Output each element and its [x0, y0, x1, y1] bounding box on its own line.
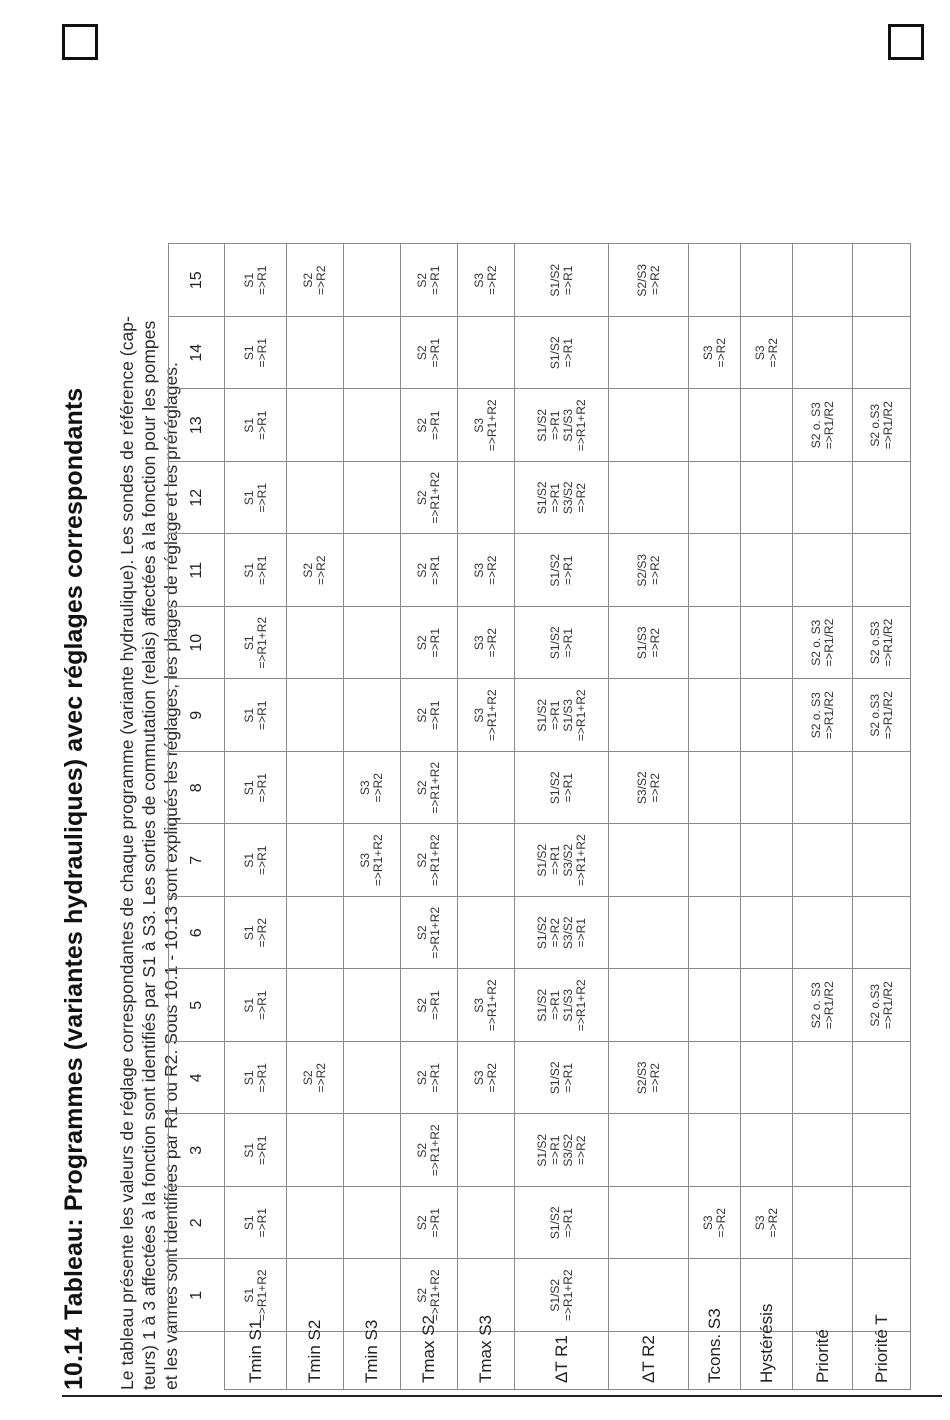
- column-header-11: 11: [169, 534, 225, 607]
- column-header-5: 5: [169, 969, 225, 1042]
- table-cell: S2 =>R1+R2: [401, 824, 458, 897]
- table-cell: S2 =>R1+R2: [401, 1259, 458, 1332]
- row-label: Hystérésis: [741, 1332, 793, 1390]
- table-cell: [287, 462, 344, 535]
- row-label: Tmin S2: [287, 1332, 344, 1390]
- intro-line-1: Le tableau présente les valeurs de réglage correspondantes de chaque programme (variante hydraulique). Les sondes de référence (cap-: [117, 316, 137, 1390]
- table-cell: [793, 1187, 853, 1260]
- table-cell: S3 =>R2: [689, 1187, 741, 1260]
- table-cell: [344, 244, 401, 317]
- table-cell: [853, 317, 911, 390]
- table-cell: [609, 679, 689, 752]
- table-cell: S3 =>R2: [741, 1187, 793, 1260]
- table-cell: S2 =>R1: [401, 969, 458, 1042]
- table-cell: [287, 897, 344, 970]
- table-cell: [287, 824, 344, 897]
- column-header-14: 14: [169, 317, 225, 390]
- table-cell: S1/S2 =>R1: [515, 752, 609, 825]
- table-cell: [689, 969, 741, 1042]
- table-cell: [741, 389, 793, 462]
- table-cell: S2 =>R1: [401, 607, 458, 680]
- table-cell: [793, 1042, 853, 1115]
- table-cell: S3 =>R2: [458, 607, 515, 680]
- table-cell: [287, 679, 344, 752]
- table-cell: [793, 897, 853, 970]
- table-cell: S3 =>R1+R2: [458, 969, 515, 1042]
- table-cell: [344, 679, 401, 752]
- table-cell: S2 =>R2: [287, 534, 344, 607]
- table-cell: [741, 679, 793, 752]
- table-cell: [344, 317, 401, 390]
- table-cell: S2 o.S3 =>R1/R2: [853, 389, 911, 462]
- program-settings-table: [168, 244, 911, 1391]
- table-cell: [853, 534, 911, 607]
- table-cell: S2/S3 =>R2: [609, 534, 689, 607]
- table-cell: [609, 389, 689, 462]
- table-cell: [689, 1042, 741, 1115]
- table-row: [609, 244, 689, 1390]
- table-cell: S1 =>R1: [225, 317, 287, 390]
- table-cell: [609, 897, 689, 970]
- table-cell: [853, 462, 911, 535]
- table-cell: [458, 897, 515, 970]
- table-cell: S3 =>R2: [458, 1042, 515, 1115]
- table-row: [853, 244, 911, 1390]
- table-cell: [853, 244, 911, 317]
- page-title: 10.14 Tableau: Programmes (variantes hydrauliques) avec réglages correspondants: [60, 387, 88, 1390]
- column-header-8: 8: [169, 752, 225, 825]
- table-cell: [741, 1114, 793, 1187]
- table-cell: S2 o.S3 =>R1/R2: [853, 679, 911, 752]
- table-cell: [793, 244, 853, 317]
- table-cell: [793, 534, 853, 607]
- table-cell: [741, 607, 793, 680]
- table-cell: S2 =>R1+R2: [401, 462, 458, 535]
- table-cell: S1/S2 =>R1: [515, 607, 609, 680]
- table-cell: S2 =>R1: [401, 534, 458, 607]
- table-cell: S2 =>R2: [287, 1042, 344, 1115]
- table-cell: [793, 1114, 853, 1187]
- table-cell: [609, 969, 689, 1042]
- table-cell: [741, 824, 793, 897]
- intro-line-3: et les vannes sont identifiées par R1 ou R2. Sous 10.1 - 10.13 sont expliqués les réglages, les plages de réglage et les préréglages.: [161, 362, 181, 1390]
- table-row: [287, 244, 344, 1390]
- table-cell: [287, 317, 344, 390]
- table-cell: [689, 897, 741, 970]
- table-cell: [458, 462, 515, 535]
- table-cell: S1 =>R1: [225, 534, 287, 607]
- table-cell: [741, 462, 793, 535]
- table-cell: S2 o.S3 =>R1/R2: [853, 607, 911, 680]
- column-header-9: 9: [169, 679, 225, 752]
- column-header-3: 3: [169, 1114, 225, 1187]
- row-label: Tmax S2: [401, 1332, 458, 1390]
- row-label: ΔT R1: [515, 1332, 609, 1390]
- table-cell: S1/S2 =>R1: [515, 244, 609, 317]
- table-cell: [609, 824, 689, 897]
- table-cell: [853, 824, 911, 897]
- table-cell: [689, 679, 741, 752]
- table-row: [515, 244, 609, 1390]
- table-cell: S1 =>R2: [225, 897, 287, 970]
- table-cell: [344, 1187, 401, 1260]
- row-label: ΔT R2: [609, 1332, 689, 1390]
- table-cell: [344, 462, 401, 535]
- table-cell: S3 =>R2: [458, 534, 515, 607]
- table-cell: S1 =>R1: [225, 244, 287, 317]
- table-cell: [741, 244, 793, 317]
- column-header-13: 13: [169, 389, 225, 462]
- column-header-4: 4: [169, 1042, 225, 1115]
- table-cell: S1/S2 =>R1: [515, 317, 609, 390]
- table-cell: S2 =>R1: [401, 679, 458, 752]
- table-cell: S2 o. S3 =>R1/R2: [793, 679, 853, 752]
- table-cell: [344, 1114, 401, 1187]
- table-cell: S3 =>R2: [344, 752, 401, 825]
- table-cell: S2 =>R1: [401, 389, 458, 462]
- table-cell: [793, 824, 853, 897]
- table-cell: S1/S2 =>R1: [515, 1187, 609, 1260]
- table-cell: [287, 389, 344, 462]
- column-header-15: 15: [169, 244, 225, 317]
- table-cell: [741, 897, 793, 970]
- table-cell: [741, 1042, 793, 1115]
- table-cell: S1 =>R1+R2: [225, 1259, 287, 1332]
- table-cell: S2 =>R1: [401, 1187, 458, 1260]
- table-cell: S2/S3 =>R2: [609, 1042, 689, 1115]
- table-cell: [689, 824, 741, 897]
- table-cell: [609, 1259, 689, 1332]
- table-cell: [689, 1114, 741, 1187]
- table-cell: S1 =>R1: [225, 752, 287, 825]
- table-cell: S1/S2 =>R1 S3/S2 =>R2: [515, 462, 609, 535]
- table-cell: S1 =>R1: [225, 1042, 287, 1115]
- table-cell: S3 =>R2: [689, 317, 741, 390]
- table-cell: [689, 752, 741, 825]
- table-header-row: [169, 244, 225, 1390]
- table-cell: S1 =>R1: [225, 969, 287, 1042]
- table-cell: S1/S3 =>R2: [609, 607, 689, 680]
- table-cell: [853, 1042, 911, 1115]
- table-cell: [344, 534, 401, 607]
- table-cell: [689, 607, 741, 680]
- table-cell: [689, 534, 741, 607]
- table-cell: [793, 462, 853, 535]
- row-label: Tmin S3: [344, 1332, 401, 1390]
- column-header-1: 1: [169, 1259, 225, 1332]
- table-cell: [741, 752, 793, 825]
- table-cell: [287, 752, 344, 825]
- table-cell: S1 =>R1: [225, 1114, 287, 1187]
- table-cell: S1/S2 =>R1: [515, 1042, 609, 1115]
- table-cell: [458, 824, 515, 897]
- table-cell: S3 =>R1+R2: [458, 679, 515, 752]
- column-header-10: 10: [169, 607, 225, 680]
- table-cell: S1/S2 =>R1 S1/S3 =>R1+R2: [515, 969, 609, 1042]
- table-row: [344, 244, 401, 1390]
- table-cell: [344, 1042, 401, 1115]
- table-cell: S2 o. S3 =>R1/R2: [793, 389, 853, 462]
- table-cell: [287, 607, 344, 680]
- table-cell: S2 o.S3 =>R1/R2: [853, 969, 911, 1042]
- table-cell: [689, 244, 741, 317]
- table-cell: S1 =>R1+R2: [225, 607, 287, 680]
- table-row: [458, 244, 515, 1390]
- table-cell: [793, 317, 853, 390]
- table-cell: [458, 752, 515, 825]
- table-cell: [793, 752, 853, 825]
- column-header-6: 6: [169, 897, 225, 970]
- table-cell: [458, 1187, 515, 1260]
- column-header-7: 7: [169, 824, 225, 897]
- table-cell: [609, 1114, 689, 1187]
- table-cell: S2 =>R1: [401, 244, 458, 317]
- table-cell: [741, 534, 793, 607]
- table-cell: S1 =>R1: [225, 462, 287, 535]
- table-cell: S2 o. S3 =>R1/R2: [793, 607, 853, 680]
- table-cell: [344, 897, 401, 970]
- table-cell: S1 =>R1: [225, 389, 287, 462]
- table-cell: S2 =>R2: [287, 244, 344, 317]
- table-cell: S3 =>R1+R2: [458, 389, 515, 462]
- row-label: Priorité: [793, 1332, 853, 1390]
- table-cell: [344, 969, 401, 1042]
- table-cell: S1/S2 =>R1 S1/S3 =>R1+R2: [515, 389, 609, 462]
- table-cell: S1/S2 =>R1 S3/S2 =>R1+R2: [515, 824, 609, 897]
- table-cell: [458, 1114, 515, 1187]
- table-cell: [458, 317, 515, 390]
- table-cell: [853, 1187, 911, 1260]
- table-cell: S1 =>R1: [225, 679, 287, 752]
- table-cell: [287, 1114, 344, 1187]
- table-row: [793, 244, 853, 1390]
- table-row: [225, 244, 287, 1390]
- table-cell: [853, 1114, 911, 1187]
- column-header-12: 12: [169, 462, 225, 535]
- rotated-page-content: [60, 100, 930, 1390]
- table-cell: S3/S2 =>R2: [609, 752, 689, 825]
- intro-line-2: teurs) 1 à 3 affectées à la fonction sont identifiés par S1 à S3. Les sorties de commutation (relais) affectées à la fonction pour les pompes: [139, 320, 159, 1390]
- table-cell: [609, 462, 689, 535]
- table-row: [401, 244, 458, 1390]
- table-cell: S1/S2 =>R1 S3/S2 =>R2: [515, 1114, 609, 1187]
- column-header-2: 2: [169, 1187, 225, 1260]
- table-cell: [609, 317, 689, 390]
- table-cell: [287, 1187, 344, 1260]
- table-cell: S2 o. S3 =>R1/R2: [793, 969, 853, 1042]
- corner-box-right: [888, 24, 924, 60]
- table-cell: [689, 389, 741, 462]
- table-cell: S2 =>R1+R2: [401, 1114, 458, 1187]
- table-cell: [853, 897, 911, 970]
- table-cell: [853, 752, 911, 825]
- table-cell: [344, 607, 401, 680]
- table-cell: S3 =>R2: [741, 317, 793, 390]
- table-cell: S2 =>R1+R2: [401, 897, 458, 970]
- row-label: Tcons. S3: [689, 1332, 741, 1390]
- table-cell: S2 =>R1: [401, 317, 458, 390]
- table-cell: [741, 969, 793, 1042]
- table-cell: S1/S2 =>R2 S3/S2 =>R1: [515, 897, 609, 970]
- table-cell: S1 =>R1: [225, 824, 287, 897]
- table-corner-blank: [169, 1332, 225, 1390]
- table-cell: S3 =>R1+R2: [344, 824, 401, 897]
- row-label: Tmin S1: [225, 1332, 287, 1390]
- table-cell: S1/S2 =>R1: [515, 534, 609, 607]
- table-cell: S2 =>R1: [401, 1042, 458, 1115]
- row-label: Tmax S3: [458, 1332, 515, 1390]
- table-row: [741, 244, 793, 1390]
- table-cell: [344, 389, 401, 462]
- table-cell: [793, 1259, 853, 1332]
- table-cell: S2 =>R1+R2: [401, 752, 458, 825]
- table-cell: S1 =>R1: [225, 1187, 287, 1260]
- table-cell: [689, 462, 741, 535]
- table-cell: [609, 1187, 689, 1260]
- table-cell: S1/S2 =>R1 S1/S3 =>R1+R2: [515, 679, 609, 752]
- table-row: [689, 244, 741, 1390]
- bottom-rule: [62, 1395, 942, 1397]
- table-cell: S2/S3 =>R2: [609, 244, 689, 317]
- table-cell: S3 =>R2: [458, 244, 515, 317]
- corner-box-left: [62, 24, 98, 60]
- table-cell: [287, 969, 344, 1042]
- table-cell: S1/S2 =>R1+R2: [515, 1259, 609, 1332]
- row-label: Priorité T: [853, 1332, 911, 1390]
